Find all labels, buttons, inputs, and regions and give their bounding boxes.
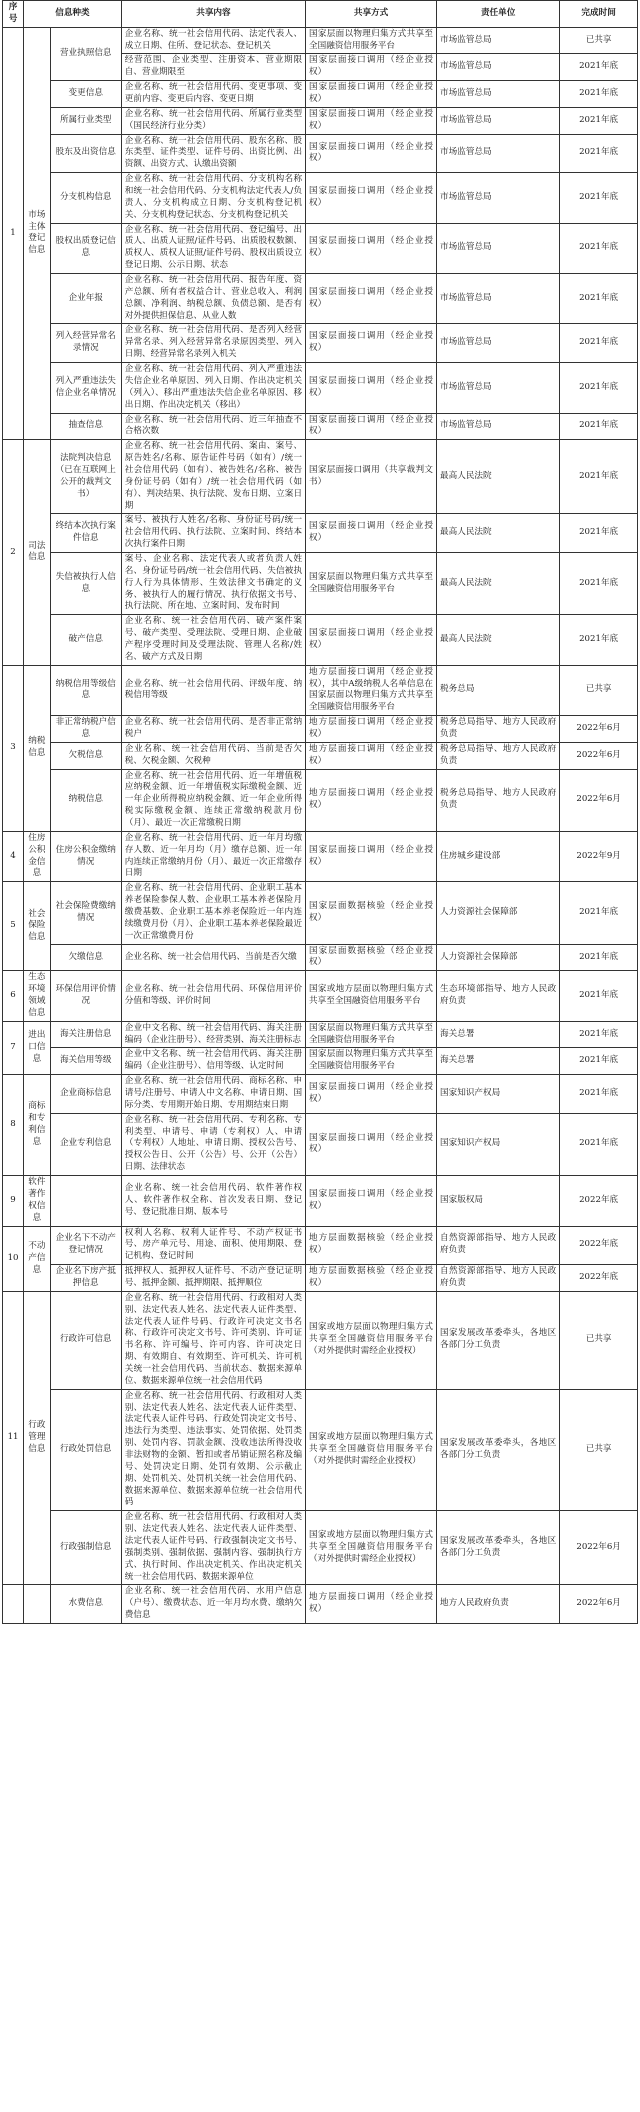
sharing-method: 地方层面接口调用（经企业授权） xyxy=(306,742,437,769)
responsible-unit: 地方人民政府负责 xyxy=(437,1585,560,1624)
info-subcategory: 欠税信息 xyxy=(50,742,121,769)
info-category: 不动产信息 xyxy=(24,1226,51,1291)
info-subcategory: 海关信用等级 xyxy=(50,1048,121,1075)
serial-number: 9 xyxy=(3,1176,24,1226)
table-row xyxy=(3,615,638,665)
info-category: 社会保险信息 xyxy=(24,882,51,971)
shared-content: 企业名称、统一社会信用代码、企业职工基本养老保险参保人数、企业职工基本养老保险月缴费基数、企业职工基本养老保险近一年内连续缴费月份（月）、企业职工基本养老保险最近一次正常缴费月份 xyxy=(121,882,305,944)
shared-content: 经营范围、企业类型、注册资本、营业期限自、营业期限至 xyxy=(121,54,305,81)
info-category: 生态环境领域信息 xyxy=(24,971,51,1021)
info-subcategory: 纳税信用等级信息 xyxy=(50,665,121,715)
completion-time: 2021年底 xyxy=(560,615,638,665)
shared-content: 案号、企业名称、法定代表人或者负责人姓名、身份证号码/统一社会信用代码、失信被执行人行为具体情形、生效法律文书确定的义务、被执行人的履行情况、执行依据文书号、执行法院、所在地、立案时间、发布时间 xyxy=(121,552,305,614)
responsible-unit: 国家版权局 xyxy=(437,1176,560,1226)
sharing-method: 国家层面接口调用（经企业授权） xyxy=(306,223,437,273)
sharing-method: 国家层面接口调用（经企业授权） xyxy=(306,1113,437,1175)
table-row xyxy=(3,81,638,108)
completion-time: 2022年6月 xyxy=(560,1511,638,1585)
responsible-unit: 最高人民法院 xyxy=(437,440,560,514)
table-row xyxy=(3,716,638,743)
responsible-unit: 国家发展改革委牵头，各地区各部门分工负责 xyxy=(437,1389,560,1511)
table-row xyxy=(3,1585,638,1624)
responsible-unit: 住房城乡建设部 xyxy=(437,831,560,881)
table-row xyxy=(3,1265,638,1292)
responsible-unit: 海关总署 xyxy=(437,1048,560,1075)
completion-time: 2021年底 xyxy=(560,971,638,1021)
completion-time: 2021年底 xyxy=(560,1021,638,1048)
info-subcategory: 住房公积金缴纳情况 xyxy=(50,831,121,881)
table-row xyxy=(3,363,638,413)
info-subcategory: 企业专利信息 xyxy=(50,1113,121,1175)
info-sharing-table xyxy=(2,0,638,1624)
shared-content: 企业名称、统一社会信用代码、当前是否欠缴 xyxy=(121,944,305,971)
shared-content: 企业名称、统一社会信用代码、行政相对人类别、法定代表人姓名、法定代表人证件类型、法定代表人证件号码、行政许可决定文书名称、行政许可决定文书号、许可类别、许可证书名称、许可编号、许可内容、许可决定日期、有效期自、有效期至、许可机关、许可机关统一社会信用代码、当前状态、数据来源单位、数据来源单位统一社会信用代码 xyxy=(121,1291,305,1389)
sharing-method: 国家层面接口调用（经企业授权） xyxy=(306,413,437,440)
info-category: 商标和专利信息 xyxy=(24,1075,51,1176)
sharing-method: 地方层面数据核验（经企业授权） xyxy=(306,1265,437,1292)
table-row xyxy=(3,769,638,831)
completion-time: 2022年6月 xyxy=(560,769,638,831)
shared-content: 案号、被执行人姓名/名称、身份证号码/统一社会信用代码、执行法院、立案时间、终结本次执行案件日期 xyxy=(121,514,305,553)
info-subcategory: 企业商标信息 xyxy=(50,1075,121,1114)
info-subcategory: 行政处罚信息 xyxy=(50,1389,121,1511)
sharing-method: 国家层面接口调用（共享裁判文书） xyxy=(306,440,437,514)
responsible-unit: 市场监管总局 xyxy=(437,134,560,173)
completion-time: 已共享 xyxy=(560,1389,638,1511)
responsible-unit: 最高人民法院 xyxy=(437,615,560,665)
table-row xyxy=(3,134,638,173)
responsible-unit: 市场监管总局 xyxy=(437,324,560,363)
table-header-row xyxy=(3,1,638,28)
table-row xyxy=(3,324,638,363)
completion-time: 2021年底 xyxy=(560,1075,638,1114)
table-row xyxy=(3,27,638,54)
sharing-method: 地方层面接口调用（经企业授权） xyxy=(306,716,437,743)
info-subcategory: 非正常纳税户信息 xyxy=(50,716,121,743)
completion-time: 已共享 xyxy=(560,1291,638,1389)
responsible-unit: 国家知识产权局 xyxy=(437,1113,560,1175)
table-row xyxy=(3,742,638,769)
table-row xyxy=(3,1075,638,1114)
completion-time: 2021年底 xyxy=(560,173,638,223)
completion-time: 2021年底 xyxy=(560,324,638,363)
responsible-unit: 税务总局 xyxy=(437,665,560,715)
sharing-method: 国家层面接口调用（经企业授权） xyxy=(306,514,437,553)
sharing-method: 国家层面接口调用（经企业授权） xyxy=(306,107,437,134)
serial-number: 5 xyxy=(3,882,24,971)
responsible-unit: 生态环境部指导、地方人民政府负责 xyxy=(437,971,560,1021)
responsible-unit: 国家知识产权局 xyxy=(437,1075,560,1114)
info-category: 软件著作权信息 xyxy=(24,1176,51,1226)
table-row xyxy=(3,1113,638,1175)
sharing-method: 国家层面以物理归集方式共享至全国融资信用服务平台 xyxy=(306,1021,437,1048)
serial-number: 6 xyxy=(3,971,24,1021)
responsible-unit: 海关总署 xyxy=(437,1021,560,1048)
completion-time: 2021年底 xyxy=(560,81,638,108)
table-row xyxy=(3,665,638,715)
table-row xyxy=(3,440,638,514)
shared-content: 企业名称、统一社会信用代码、软件著作权人、软件著作权全称、首次发表日期、登记号、登记批准日期、版本号 xyxy=(121,1176,305,1226)
shared-content: 企业名称、统一社会信用代码、近一年增值税应纳税金额、近一年增值税实际缴税金额、近一年企业所得税应纳税金额、近一年企业所得税实际缴税金额、连续正常缴纳税款月份（月）、最近一次正常缴税日期 xyxy=(121,769,305,831)
info-subcategory xyxy=(50,1176,121,1226)
info-subcategory: 分支机构信息 xyxy=(50,173,121,223)
header-content: 共享内容 xyxy=(121,1,305,28)
info-subcategory: 欠缴信息 xyxy=(50,944,121,971)
table-row xyxy=(3,514,638,553)
shared-content: 企业名称、统一社会信用代码、近一年月均缴存人数、近一年月均（月）缴存总额、近一年内连续正常缴纳月份（月）、最近一次正常缴存日期 xyxy=(121,831,305,881)
shared-content: 企业名称、统一社会信用代码、列入严重违法失信企业名单原因、列入日期、作出决定机关（列入）、移出严重违法失信企业名单原因、移出日期、作出决定机关（移出） xyxy=(121,363,305,413)
info-subcategory: 列入严重违法失信企业名单情况 xyxy=(50,363,121,413)
table-row xyxy=(3,107,638,134)
completion-time: 2021年底 xyxy=(560,223,638,273)
shared-content: 企业名称、统一社会信用代码、水用户信息（户号）、缴费状态、近一年月均水费、缴纳欠费信息 xyxy=(121,1585,305,1624)
info-category: 住房公积金信息 xyxy=(24,831,51,881)
sharing-method: 国家层面接口调用（经企业授权） xyxy=(306,615,437,665)
shared-content: 企业名称、统一社会信用代码、破产案件案号、破产类型、受理法院、受理日期、企业破产程序受理时间及受理法院、管理人名称/姓名、破产方式及日期 xyxy=(121,615,305,665)
responsible-unit: 市场监管总局 xyxy=(437,413,560,440)
shared-content: 企业名称、统一社会信用代码、分支机构名称和统一社会信用代码、分支机构法定代表人/负责人、分支机构成立日期、分支机构登记机关、分支机构登记状态、分支机构登记机关 xyxy=(121,173,305,223)
info-subcategory: 列入经营异常名录情况 xyxy=(50,324,121,363)
shared-content: 企业名称、统一社会信用代码、评级年度、纳税信用等级 xyxy=(121,665,305,715)
shared-content: 企业名称、统一社会信用代码、环保信用评价分值和等级、评价时间 xyxy=(121,971,305,1021)
table-row xyxy=(3,1511,638,1585)
serial-number: 11 xyxy=(3,1291,24,1585)
shared-content: 企业名称、统一社会信用代码、股东名称、股东类型、证件类型、证件号码、出资比例、出资额、出资方式、认缴出资额 xyxy=(121,134,305,173)
shared-content: 抵押权人、抵押权人证件号、不动产登记证明号、抵押金额、抵押期限、抵押顺位 xyxy=(121,1265,305,1292)
info-subcategory: 企业名下不动产登记情况 xyxy=(50,1226,121,1265)
shared-content: 企业名称、统一社会信用代码、商标名称、申请号/注册号、申请人中文名称、申请日期、国际分类、专用期开始日期、专用期结束日期 xyxy=(121,1075,305,1114)
serial-number: 10 xyxy=(3,1226,24,1291)
shared-content: 企业名称、统一社会信用代码、是否列入经营异常名录、列入经营异常名录原因类型、列入日期、经营异常名录列入机关 xyxy=(121,324,305,363)
serial-number: 8 xyxy=(3,1075,24,1176)
responsible-unit: 市场监管总局 xyxy=(437,363,560,413)
responsible-unit: 最高人民法院 xyxy=(437,514,560,553)
info-category: 纳税信息 xyxy=(24,665,51,831)
responsible-unit: 税务总局指导、地方人民政府负责 xyxy=(437,769,560,831)
shared-content: 企业名称、统一社会信用代码、登记编号、出质人、出质人证照/证件号码、出质股权数额、质权人、质权人证照/证件号码、股权出质设立登记日期、公示日期、状态 xyxy=(121,223,305,273)
responsible-unit: 市场监管总局 xyxy=(437,274,560,324)
info-subcategory: 法院判决信息（已在互联网上公开的裁判文书） xyxy=(50,440,121,514)
table-row xyxy=(3,552,638,614)
info-subcategory: 企业名下房产抵押信息 xyxy=(50,1265,121,1292)
info-subcategory: 股东及出资信息 xyxy=(50,134,121,173)
shared-content: 企业名称、统一社会信用代码、报告年度、资产总额、所有者权益合计、营业总收入、利润总额、净利润、纳税总额、负债总额、是否有对外提供担保信息、从业人数 xyxy=(121,274,305,324)
table-row xyxy=(3,274,638,324)
responsible-unit: 自然资源部指导、地方人民政府负责 xyxy=(437,1226,560,1265)
sharing-method: 国家层面数据核验（经企业授权） xyxy=(306,882,437,944)
header-category: 信息种类 xyxy=(24,1,122,28)
responsible-unit: 人力资源社会保障部 xyxy=(437,882,560,944)
sharing-method: 地方层面数据核验（经企业授权） xyxy=(306,1226,437,1265)
responsible-unit: 税务总局指导、地方人民政府负责 xyxy=(437,742,560,769)
info-subcategory: 股权出质登记信息 xyxy=(50,223,121,273)
info-subcategory: 破产信息 xyxy=(50,615,121,665)
sharing-method: 国家层面接口调用（经企业授权） xyxy=(306,1176,437,1226)
table-row xyxy=(3,1389,638,1511)
info-category: 行政管理信息 xyxy=(24,1291,51,1585)
table-row xyxy=(3,413,638,440)
info-category: 市场主体登记信息 xyxy=(24,27,51,440)
responsible-unit: 市场监管总局 xyxy=(437,54,560,81)
table-row xyxy=(3,223,638,273)
sharing-method: 国家层面接口调用（经企业授权） xyxy=(306,831,437,881)
table-row xyxy=(3,831,638,881)
responsible-unit: 人力资源社会保障部 xyxy=(437,944,560,971)
responsible-unit: 国家发展改革委牵头，各地区各部门分工负责 xyxy=(437,1291,560,1389)
completion-time: 2021年底 xyxy=(560,54,638,81)
responsible-unit: 国家发展改革委牵头，各地区各部门分工负责 xyxy=(437,1511,560,1585)
info-category: 司法信息 xyxy=(24,440,51,665)
completion-time: 2021年底 xyxy=(560,363,638,413)
shared-content: 企业名称、统一社会信用代码、近三年抽查不合格次数 xyxy=(121,413,305,440)
table-row xyxy=(3,1291,638,1389)
info-subcategory: 终结本次执行案件信息 xyxy=(50,514,121,553)
completion-time: 2021年底 xyxy=(560,882,638,944)
info-subcategory: 纳税信息 xyxy=(50,769,121,831)
info-subcategory: 水费信息 xyxy=(50,1585,121,1624)
table-row xyxy=(3,971,638,1021)
info-category: 进出口信息 xyxy=(24,1021,51,1074)
sharing-method: 国家层面接口调用（经企业授权） xyxy=(306,134,437,173)
shared-content: 权利人名称、权利人证件号、不动产权证书号、房产单元号、用途、面积、使用期限、登记机构、登记时间 xyxy=(121,1226,305,1265)
completion-time: 2022年6月 xyxy=(560,1585,638,1624)
shared-content: 企业名称、统一社会信用代码、所属行业类型（国民经济行业分类） xyxy=(121,107,305,134)
sharing-method: 国家或地方层面以物理归集方式共享至全国融资信用服务平台（对外提供时需经企业授权） xyxy=(306,1291,437,1389)
completion-time: 2021年底 xyxy=(560,274,638,324)
responsible-unit: 市场监管总局 xyxy=(437,81,560,108)
sharing-method: 国家层面接口调用（经企业授权） xyxy=(306,363,437,413)
sharing-method: 国家或地方层面以物理归集方式共享至全国融资信用服务平台 xyxy=(306,971,437,1021)
sharing-method: 国家层面以物理归集方式共享至全国融资信用服务平台 xyxy=(306,1048,437,1075)
sharing-method: 地方层面接口调用（经企业授权），其中A级纳税人名单信息在国家层面以物理归集方式共享至全国融资信用服务平台 xyxy=(306,665,437,715)
serial-number: 7 xyxy=(3,1021,24,1074)
shared-content: 企业中文名称、统一社会信用代码、海关注册编码（企业注册号）、经营类别、海关注册标志 xyxy=(121,1021,305,1048)
shared-content: 企业名称、统一社会信用代码、专利名称、专利类型、申请号、申请（专利权）人、申请（专利权）人地址、申请日期、授权公告号、授权公告日、公开（公告）号、公开（公告）日期、法律状态 xyxy=(121,1113,305,1175)
table-row xyxy=(3,944,638,971)
shared-content: 企业名称、统一社会信用代码、行政相对人类别、法定代表人姓名、法定代表人证件类型、法定代表人证件号码、行政强制决定文书号、强制类别、强制依据、强制内容、强制执行方式、执行时间、作出决定机关、作出决定机关统一社会信用代码、数据来源单位 xyxy=(121,1511,305,1585)
completion-time: 2021年底 xyxy=(560,552,638,614)
sharing-method: 地方层面接口调用（经企业授权） xyxy=(306,769,437,831)
info-subcategory: 社会保险费缴纳情况 xyxy=(50,882,121,944)
completion-time: 2021年底 xyxy=(560,413,638,440)
serial-number xyxy=(3,1585,24,1624)
shared-content: 企业名称、统一社会信用代码、当前是否欠税、欠税金额、欠税种 xyxy=(121,742,305,769)
info-subcategory: 环保信用评价情况 xyxy=(50,971,121,1021)
shared-content: 企业名称、统一社会信用代码、变更事项、变更前内容、变更后内容、变更日期 xyxy=(121,81,305,108)
completion-time: 2022年底 xyxy=(560,1226,638,1265)
serial-number: 4 xyxy=(3,831,24,881)
info-subcategory: 企业年报 xyxy=(50,274,121,324)
shared-content: 企业名称、统一社会信用代码、案由、案号、原告姓名/名称、原告证件号码（如有）/统一社会信用代码（如有）、被告姓名/名称、被告身份证号码（如有）/统一社会信用代码（如有）、判决结果、执行法院、发布日期、立案日期 xyxy=(121,440,305,514)
table-row xyxy=(3,882,638,944)
header-serial: 序号 xyxy=(3,1,24,28)
sharing-method: 国家或地方层面以物理归集方式共享至全国融资信用服务平台（对外提供时需经企业授权） xyxy=(306,1389,437,1511)
sharing-method: 国家层面接口调用（经企业授权） xyxy=(306,173,437,223)
responsible-unit: 市场监管总局 xyxy=(437,27,560,54)
responsible-unit: 市场监管总局 xyxy=(437,223,560,273)
info-category xyxy=(24,1585,51,1624)
completion-time: 2021年底 xyxy=(560,514,638,553)
completion-time: 2021年底 xyxy=(560,134,638,173)
serial-number: 3 xyxy=(3,665,24,831)
sharing-method: 国家层面以物理归集方式共享至全国融资信用服务平台 xyxy=(306,27,437,54)
sharing-method: 国家层面以物理归集方式共享至全国融资信用服务平台 xyxy=(306,552,437,614)
info-subcategory: 变更信息 xyxy=(50,81,121,108)
info-subcategory: 所属行业类型 xyxy=(50,107,121,134)
sharing-method: 国家层面接口调用（经企业授权） xyxy=(306,324,437,363)
responsible-unit: 市场监管总局 xyxy=(437,173,560,223)
completion-time: 2022年6月 xyxy=(560,716,638,743)
shared-content: 企业中文名称、统一社会信用代码、海关注册编码（企业注册号）、信用等级、认定时间 xyxy=(121,1048,305,1075)
sharing-method: 国家层面接口调用（经企业授权） xyxy=(306,1075,437,1114)
info-subcategory: 营业执照信息 xyxy=(50,27,121,80)
table-row xyxy=(3,1226,638,1265)
shared-content: 企业名称、统一社会信用代码、行政相对人类别、法定代表人姓名、法定代表人证件类型、法定代表人证件号码、行政处罚决定文书号、违法行为类型、违法事实、处罚依据、处罚类别、处罚内容、罚款金额、没收违法所得没收非法财物的金额、暂扣或者吊销证照名称及编号、处罚决定日期、处罚有效期、公示截止期、处罚机关、处罚机关统一社会信用代码、数据来源单位、数据来源单位统一社会信用代码 xyxy=(121,1389,305,1511)
serial-number: 2 xyxy=(3,440,24,665)
completion-time: 已共享 xyxy=(560,665,638,715)
shared-content: 企业名称、统一社会信用代码、是否非正常纳税户 xyxy=(121,716,305,743)
table-row xyxy=(3,1048,638,1075)
sharing-method: 国家层面接口调用（经企业授权） xyxy=(306,54,437,81)
header-time: 完成时间 xyxy=(560,1,638,28)
header-method: 共享方式 xyxy=(306,1,437,28)
completion-time: 2021年底 xyxy=(560,1113,638,1175)
shared-content: 企业名称、统一社会信用代码、法定代表人、成立日期、住所、登记状态、登记机关 xyxy=(121,27,305,54)
table-row xyxy=(3,1176,638,1226)
completion-time: 2022年底 xyxy=(560,1265,638,1292)
sharing-method: 国家或地方层面以物理归集方式共享至全国融资信用服务平台（对外提供时需经企业授权） xyxy=(306,1511,437,1585)
completion-time: 2022年底 xyxy=(560,1176,638,1226)
responsible-unit: 自然资源部指导、地方人民政府负责 xyxy=(437,1265,560,1292)
completion-time: 2021年底 xyxy=(560,944,638,971)
sharing-method: 国家层面接口调用（经企业授权） xyxy=(306,274,437,324)
completion-time: 2021年底 xyxy=(560,1048,638,1075)
completion-time: 2021年底 xyxy=(560,107,638,134)
serial-number: 1 xyxy=(3,27,24,440)
completion-time: 已共享 xyxy=(560,27,638,54)
info-subcategory: 失信被执行人信息 xyxy=(50,552,121,614)
sharing-method: 地方层面接口调用（经企业授权） xyxy=(306,1585,437,1624)
responsible-unit: 市场监管总局 xyxy=(437,107,560,134)
info-subcategory: 行政许可信息 xyxy=(50,1291,121,1389)
header-unit: 责任单位 xyxy=(437,1,560,28)
completion-time: 2022年6月 xyxy=(560,742,638,769)
sharing-method: 国家层面数据核验（经企业授权） xyxy=(306,944,437,971)
responsible-unit: 最高人民法院 xyxy=(437,552,560,614)
completion-time: 2022年9月 xyxy=(560,831,638,881)
info-subcategory: 抽查信息 xyxy=(50,413,121,440)
info-subcategory: 海关注册信息 xyxy=(50,1021,121,1048)
table-row xyxy=(3,173,638,223)
sharing-method: 国家层面接口调用（经企业授权） xyxy=(306,81,437,108)
responsible-unit: 税务总局指导、地方人民政府负责 xyxy=(437,716,560,743)
completion-time: 2021年底 xyxy=(560,440,638,514)
info-subcategory: 行政强制信息 xyxy=(50,1511,121,1585)
table-row xyxy=(3,1021,638,1048)
